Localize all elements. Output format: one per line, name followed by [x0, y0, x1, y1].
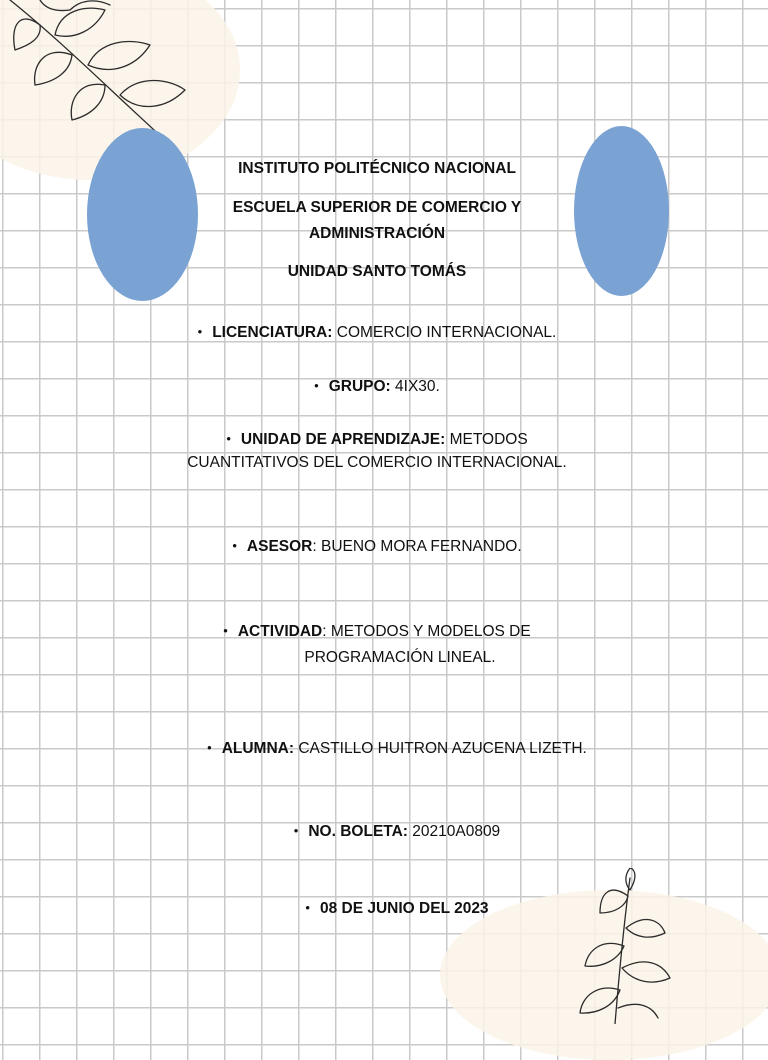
leaf-branch-bottom-icon [540, 868, 710, 1024]
grupo-item [250, 373, 504, 400]
right-blue-oval [574, 126, 669, 296]
bullet-icon: • [207, 740, 212, 755]
licenciatura-item [150, 319, 604, 346]
actividad-value-line1: : METODOS Y MODELOS DE [322, 623, 531, 640]
asesor-label: ASESOR [246, 538, 313, 555]
bullet-icon: • [305, 900, 310, 915]
boleta-item [230, 818, 564, 845]
unidad-item [150, 426, 604, 453]
licenciatura-value: COMERCIO INTERNACIONAL. [332, 324, 557, 341]
grupo-value: 4IX30. [390, 378, 440, 395]
unidad-value-line2: CUANTITATIVOS DEL COMERCIO INTERNACIONAL. [187, 454, 567, 471]
boleta-label: NO. BOLETA: [308, 823, 408, 840]
bullet-icon: • [232, 538, 237, 553]
unidad-label: UNIDAD DE APRENDIZAJE: [240, 431, 446, 448]
unidad-value-line1: METODOS [445, 431, 528, 448]
school-name-line1: ESCUELA SUPERIOR DE COMERCIO Y [232, 199, 522, 216]
leaf-branch-top-icon [0, 0, 200, 150]
bullet-icon: • [293, 823, 299, 838]
unit-name: UNIDAD SANTO TOMÁS [287, 263, 467, 280]
school-name-line2: ADMINISTRACIÓN [308, 225, 446, 242]
actividad-value-line2: PROGRAMACIÓN LINEAL. [304, 649, 496, 666]
asesor-value: : BUENO MORA FERNANDO. [312, 538, 522, 555]
alumna-value: CASTILLO HUITRON AZUCENA LIZETH. [294, 740, 587, 757]
fecha-label: 08 DE JUNIO DEL 2023 [319, 900, 489, 917]
alumna-item [140, 735, 654, 762]
unidad-item-continued [150, 450, 604, 476]
institution-title: INSTITUTO POLITÉCNICO NACIONAL [238, 160, 516, 177]
bullet-icon: • [223, 623, 228, 638]
boleta-value: 20210A0809 [407, 823, 501, 840]
bullet-icon: • [197, 324, 203, 339]
fecha-item [240, 895, 554, 922]
alumna-label: ALUMNA: [221, 740, 295, 757]
grupo-label: GRUPO: [328, 378, 391, 395]
actividad-label: ACTIVIDAD [237, 623, 323, 640]
licenciatura-label: LICENCIATURA: [212, 324, 333, 341]
actividad-item [170, 618, 584, 645]
left-blue-oval [87, 128, 198, 301]
bullet-icon: • [226, 431, 231, 446]
bullet-icon: • [314, 378, 319, 393]
actividad-item-continued [250, 645, 550, 671]
asesor-item [170, 533, 584, 560]
